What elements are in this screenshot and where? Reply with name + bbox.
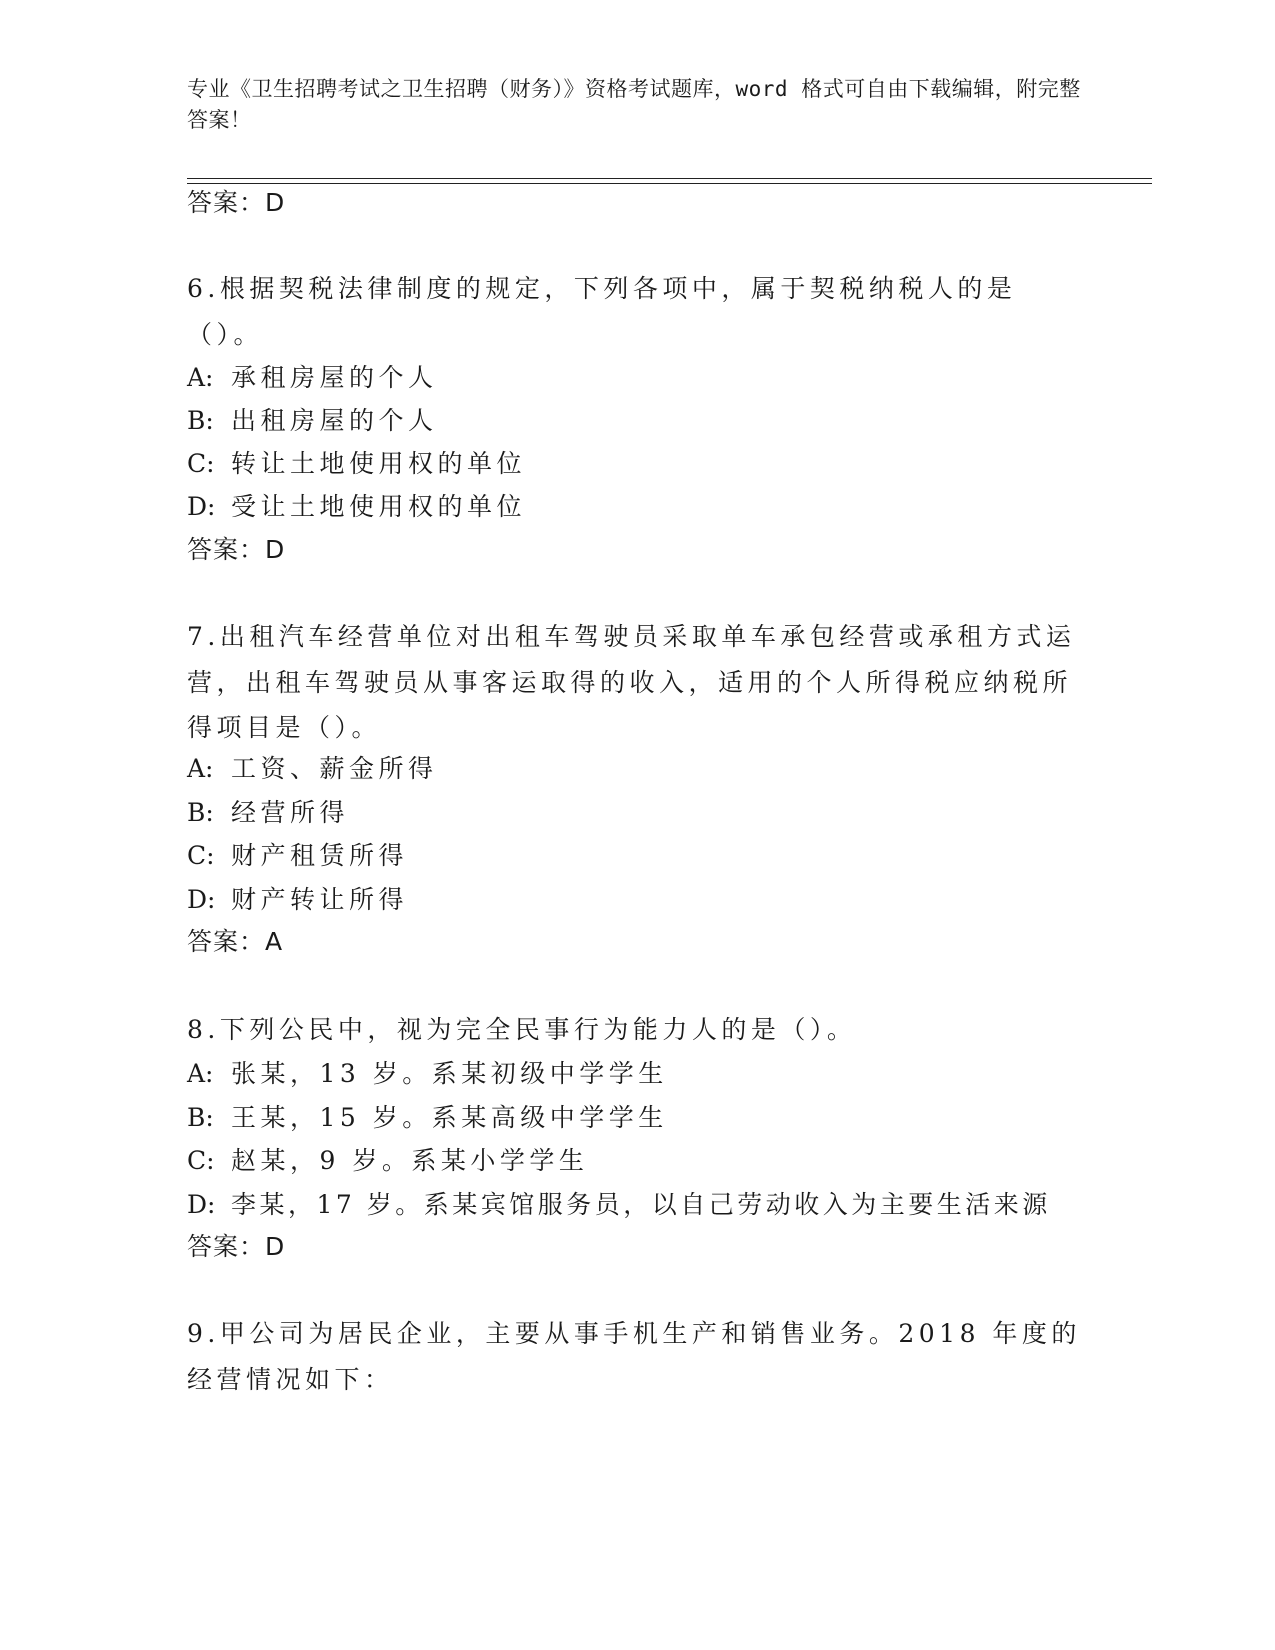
option-letter: B: xyxy=(187,1103,214,1132)
document-intro: 专业《卫生招聘考试之卫生招聘（财务）》资格考试题库，word 格式可自由下载编辑，附完整答案！ xyxy=(187,77,1081,132)
question-7-option-d xyxy=(187,877,1087,923)
option-letter: B: xyxy=(187,798,214,827)
option-text: 王某，15 岁。系某高级中学学生 xyxy=(231,1103,668,1132)
option-letter: C: xyxy=(187,1146,215,1175)
question-8-option-d xyxy=(187,1182,1087,1228)
question-6-option-c xyxy=(187,441,1087,487)
option-text: 承租房屋的个人 xyxy=(231,363,438,392)
question-6-text: 6.根据契税法律制度的规定，下列各项中，属于契税纳税人的是（）。 xyxy=(187,274,1017,349)
option-letter: C: xyxy=(187,841,215,870)
option-text: 受让土地使用权的单位 xyxy=(231,492,527,521)
question-8-option-b xyxy=(187,1095,1087,1141)
option-text: 经营所得 xyxy=(231,798,350,827)
question-6-option-b xyxy=(187,398,1087,444)
question-7-option-a xyxy=(187,746,1087,792)
option-text: 转让土地使用权的单位 xyxy=(231,449,527,478)
option-text: 出租房屋的个人 xyxy=(231,406,438,435)
question-9-text: 9.甲公司为居民企业，主要从事手机生产和销售业务。2018 年度的经营情况如下： xyxy=(187,1319,1081,1394)
question-7-text: 7.出租汽车经营单位对出租车驾驶员采取单车承包经营或承租方式运营，出租车驾驶员从事客运取得的收入，适用的个人所得税应纳税所得项目是（）。 xyxy=(187,622,1076,742)
question-8-option-a xyxy=(187,1051,1087,1097)
option-letter: C: xyxy=(187,449,215,478)
option-letter: D: xyxy=(187,492,216,521)
option-letter: A: xyxy=(187,1059,214,1088)
option-text: 财产转让所得 xyxy=(231,885,409,914)
header-divider-second xyxy=(187,183,1152,184)
question-7-option-c xyxy=(187,833,1087,879)
option-text: 李某，17 岁。系某宾馆服务员，以自己劳动收入为主要生活来源 xyxy=(231,1190,1051,1219)
question-6-option-a xyxy=(187,355,1087,401)
option-text: 张某，13 岁。系某初级中学学生 xyxy=(231,1059,668,1088)
question-8-text: 8.下列公民中，视为完全民事行为能力人的是（）。 xyxy=(187,1015,857,1044)
header-divider xyxy=(187,178,1152,179)
option-letter: D: xyxy=(187,1190,216,1219)
question-7-option-b xyxy=(187,790,1087,836)
answer-line: 答案：D xyxy=(187,188,286,217)
question-6-answer: 答案：D xyxy=(187,535,286,564)
question-8-option-c xyxy=(187,1138,1087,1184)
option-letter: B: xyxy=(187,406,214,435)
option-letter: A: xyxy=(187,363,214,392)
question-6-option-d xyxy=(187,484,1087,530)
option-letter: A: xyxy=(187,754,214,783)
question-8-answer: 答案：D xyxy=(187,1232,286,1261)
option-text: 财产租赁所得 xyxy=(231,841,409,870)
option-text: 赵某，9 岁。系某小学学生 xyxy=(231,1146,589,1175)
question-7-answer: 答案：A xyxy=(187,927,284,956)
option-letter: D: xyxy=(187,885,216,914)
option-text: 工资、薪金所得 xyxy=(231,754,438,783)
